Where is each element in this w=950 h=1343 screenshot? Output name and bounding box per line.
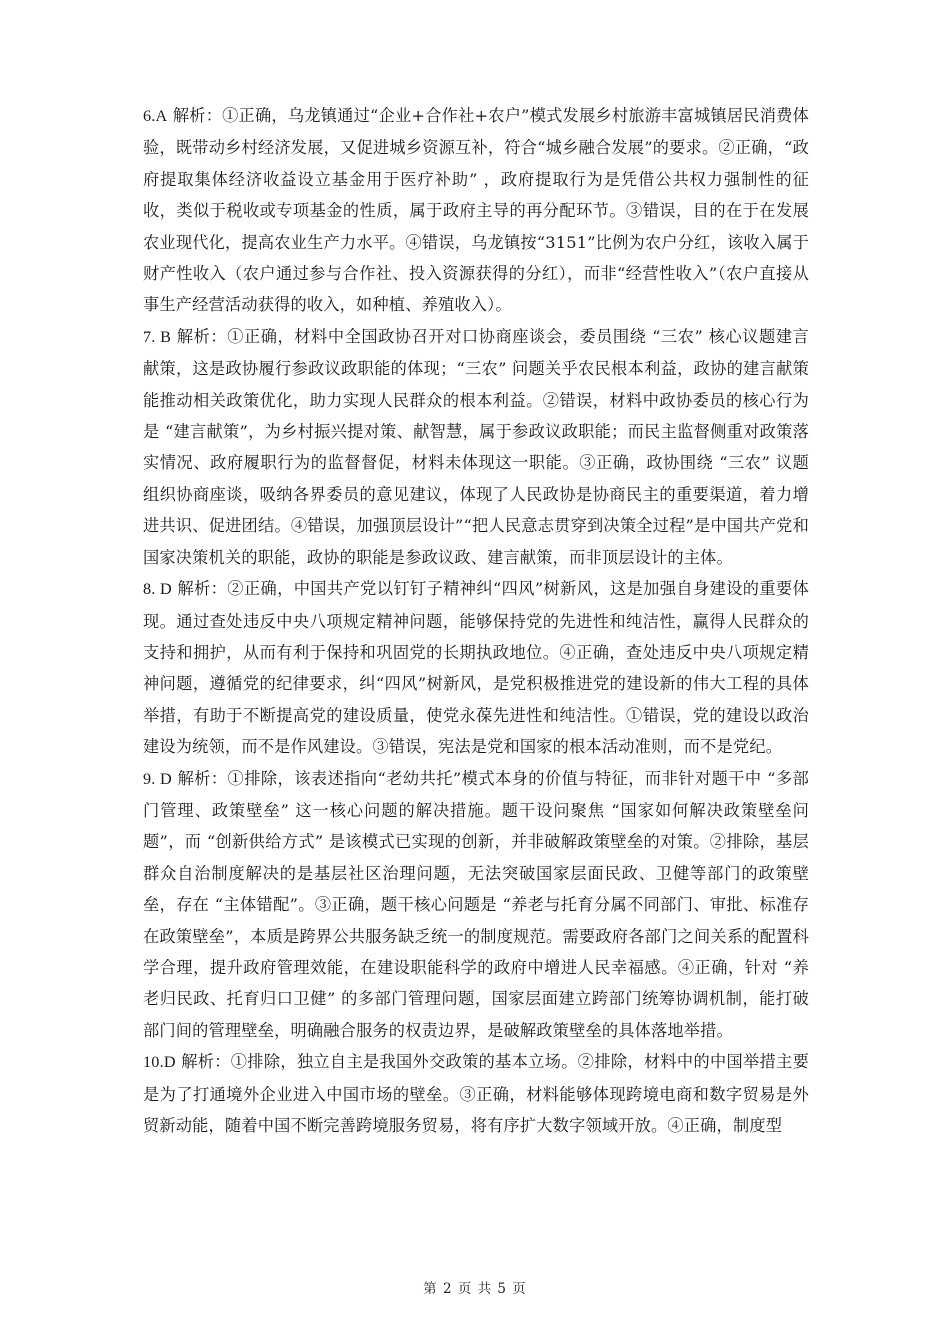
answer-analysis-text: 解析：①排除，独立自主是我国外交政策的基本立场。②排除，材料中的中国举措主要是为了打通境外企业进入中国市场的壁垒。③正确，材料能够体现跨境电商和数字贸易是外贸新动能，随着中国不断完善跨境服务贸易，将有序扩大数字领域开放。④正确，制度型 (143, 1052, 809, 1135)
answer-analysis-text: 解析：②正确，中国共产党以钉钉子精神纠“四风”树新风，这是加强自身建设的重要体现。通过查处违反中央八项规定精神问题，能够保持党的先进性和纯洁性，赢得人民群众的支持和拥护，从而有利于保持和巩固党的长期执政地位。④正确，查处违反中央八项规定精神问题，遵循党的纪律要求，纠“四风”树新风，是党积极推进党的建设新的伟大工程的具体举措，有助于不断提高党的建设质量，使党永葆先进性和纯洁性。①错误，党的建设以政治建设为统领，而不是作风建设。③错误，宪法是党和国家的根本活动准则，而不是党纪。 (143, 579, 809, 757)
answer-item-10 (143, 1046, 809, 1141)
answer-analysis-text: 解析：①正确，材料中全国政协召开对口协商座谈会，委员围绕 “三农” 核心议题建言献策，这是政协履行参政议政职能的体现；“三农” 问题关乎农民根本利益，政协的建言献策能推动相关政策优化，助力实现人民群众的根本利益。②错误，材料中政协委员的核心行为是 “建言献策”，为乡村振兴提对策、献智慧，属于参政议政职能；而民主监督侧重对政策落实情况、政府履职行为的监督督促，材料未体现这一职能。③正确，政协围绕 “三农” 议题组织协商座谈，吸纳各界委员的意见建议，体现了人民政协是协商民主的重要渠道，着力增进共识、促进团结。④错误，加强顶层设计”“把人民意志贯穿到决策全过程”是中国共产党和国家决策机关的职能，政协的职能是参政议政、建言献策，而非顶层设计的主体。 (143, 326, 809, 567)
answer-analysis-text: 解析：①正确，乌龙镇通过“企业+合作社+农户”模式发展乡村旅游丰富城镇居民消费体验，既带动乡村经济发展，又促进城乡资源互补，符合“城乡融合发展”的要求。②正确，“政府提取集体经济收益设立基金用于医疗补助” ，政府提取行为是凭借公共权力强制性的征收，类似于税收或专项基金的性质，属于政府主导的再分配环节。③错误，目的在于在发展农业现代化，提高农业生产力水平。④错误，乌龙镇按“3151”比例为农户分红，该收入属于财产性收入（农户通过参与合作社、投入资源获得的分红），而非“经营性收入”（农户直接从事生产经营活动获得的收入，如种植、养殖收入）。 (143, 106, 809, 315)
answer-number: 10.D (143, 1053, 176, 1072)
answer-number: 6.A (143, 107, 168, 125)
answer-number: 9. D (143, 769, 172, 788)
page-footer (0, 1277, 950, 1297)
answer-item-7 (143, 321, 809, 573)
answer-analysis-text: 解析：①排除，该表述指向“老幼共托”模式本身的价值与特征，而非针对题干中 “多部门管理、政策壁垒” 这一核心问题的解决措施。题干设问聚焦 “国家如何解决政策壁垒问题”，而 “创新供给方式” 是该模式已实现的创新，并非破解政策壁垒的对策。②排除，基层群众自治制度解决的是基层社区治理问题，无法突破国家层面民政、卫健等部门的政策壁垒，存在 “主体错配”。③正确，题干核心问题是 “养老与托育分属不同部门、审批、标准存在政策壁垒”，本质是跨界公共服务缺乏统一的制度规范。需要政府各部门之间关系的配置科学合理，提升政府管理效能，在建设职能科学的政府中增进人民幸福感。④正确，针对 “养老归民政、托育归口卫健” 的多部门管理问题，国家层面建立跨部门统筹协调机制，能打破部门间的管理壁垒，明确融合服务的权责边界，是破解政策壁垒的具体落地举措。 (143, 768, 809, 1040)
answer-item-6 (143, 100, 809, 321)
answer-item-8 (143, 573, 809, 762)
answer-number: 8. D (143, 580, 172, 599)
answer-analysis-section (143, 100, 809, 1141)
answer-item-9 (143, 763, 809, 1047)
page-number-label: 第 2 页 共 5 页 (423, 1281, 527, 1297)
answer-number: 7. B (143, 327, 172, 346)
